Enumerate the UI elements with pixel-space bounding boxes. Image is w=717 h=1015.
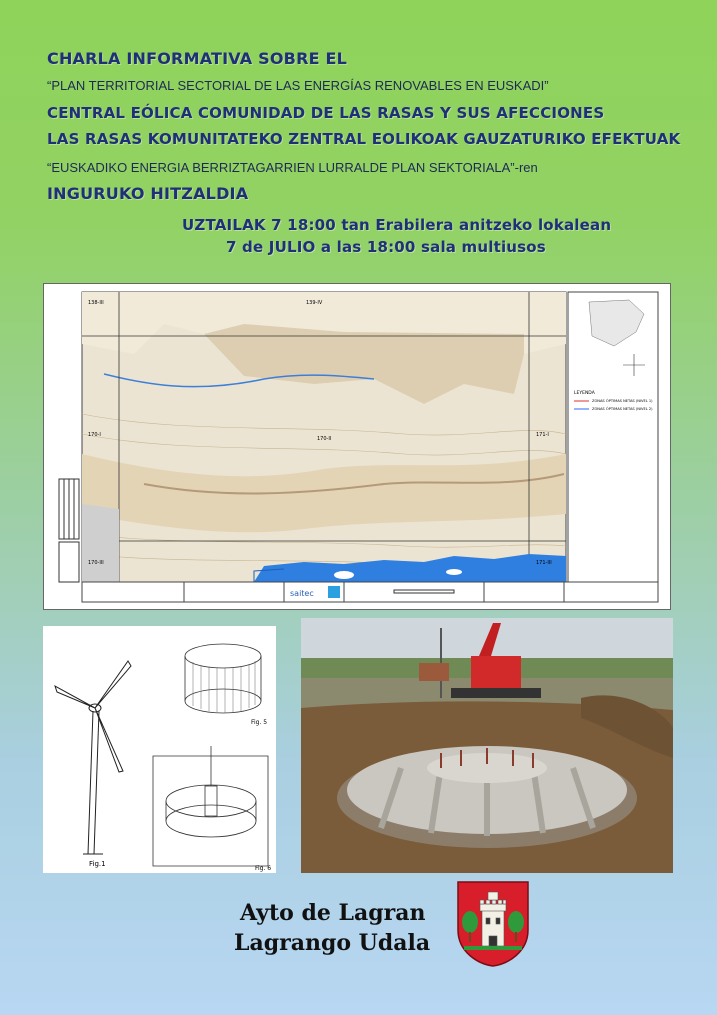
foundation-construction-photo [301, 618, 673, 873]
sheet-label: 138-III [88, 300, 104, 306]
council-name-eu: Lagrango Udala [234, 930, 431, 956]
event-date-es: 7 de JULIO a las 18:00 sala multiusos [226, 238, 546, 256]
fig-label: Fig. 6 [255, 865, 272, 872]
territorial-map [44, 284, 670, 609]
sheet-label: 170-III [88, 560, 104, 566]
legend-item: ZONAS ÓPTIMAS NETAS (NIVEL 1) [592, 399, 653, 403]
event-date-eu: UZTAILAK 7 18:00 tan Erabilera anitzeko lokalean [182, 216, 612, 234]
subtitle-plan-eu: “EUSKADIKO ENERGIA BERRIZTAGARRIEN LURRALDE PLAN SEKTORIALA”-ren [47, 160, 538, 175]
sheet-label: 170-I [88, 432, 101, 438]
subtitle-plan-es: “PLAN TERRITORIAL SECTORIAL DE LAS ENERGÍAS RENOVABLES EN EUSKADI” [47, 78, 549, 93]
sheet-label: 171-III [536, 560, 552, 566]
turbine-patent-drawing [43, 626, 276, 873]
castle-icon [480, 892, 506, 946]
title-line-eu: INGURUKO HITZALDIA [47, 184, 249, 203]
fig-label: Fig. 5 [251, 719, 268, 726]
sheet-label: 170-II [317, 436, 332, 442]
saitec-logo: saitec [290, 589, 314, 598]
council-name-es: Ayto de Lagran [240, 900, 426, 926]
title-line: CHARLA INFORMATIVA SOBRE EL [47, 49, 348, 68]
sheet-label: 139-IV [306, 300, 323, 306]
subtitle-central-es: CENTRAL EÓLICA COMUNIDAD DE LAS RASAS Y SUS AFECCIONES [47, 104, 605, 122]
fig-label: Fig.1 [89, 860, 106, 868]
subtitle-central-eu: LAS RASAS KOMUNITATEKO ZENTRAL EOLIKOAK GAUZATURIKO EFEKTUAK [47, 130, 681, 148]
coat-of-arms-icon [456, 880, 530, 968]
legend-title: LEYENDA [574, 391, 595, 396]
sheet-label: 171-I [536, 432, 549, 438]
legend-item: ZONAS ÓPTIMAS NETAS (NIVEL 2) [592, 407, 653, 411]
